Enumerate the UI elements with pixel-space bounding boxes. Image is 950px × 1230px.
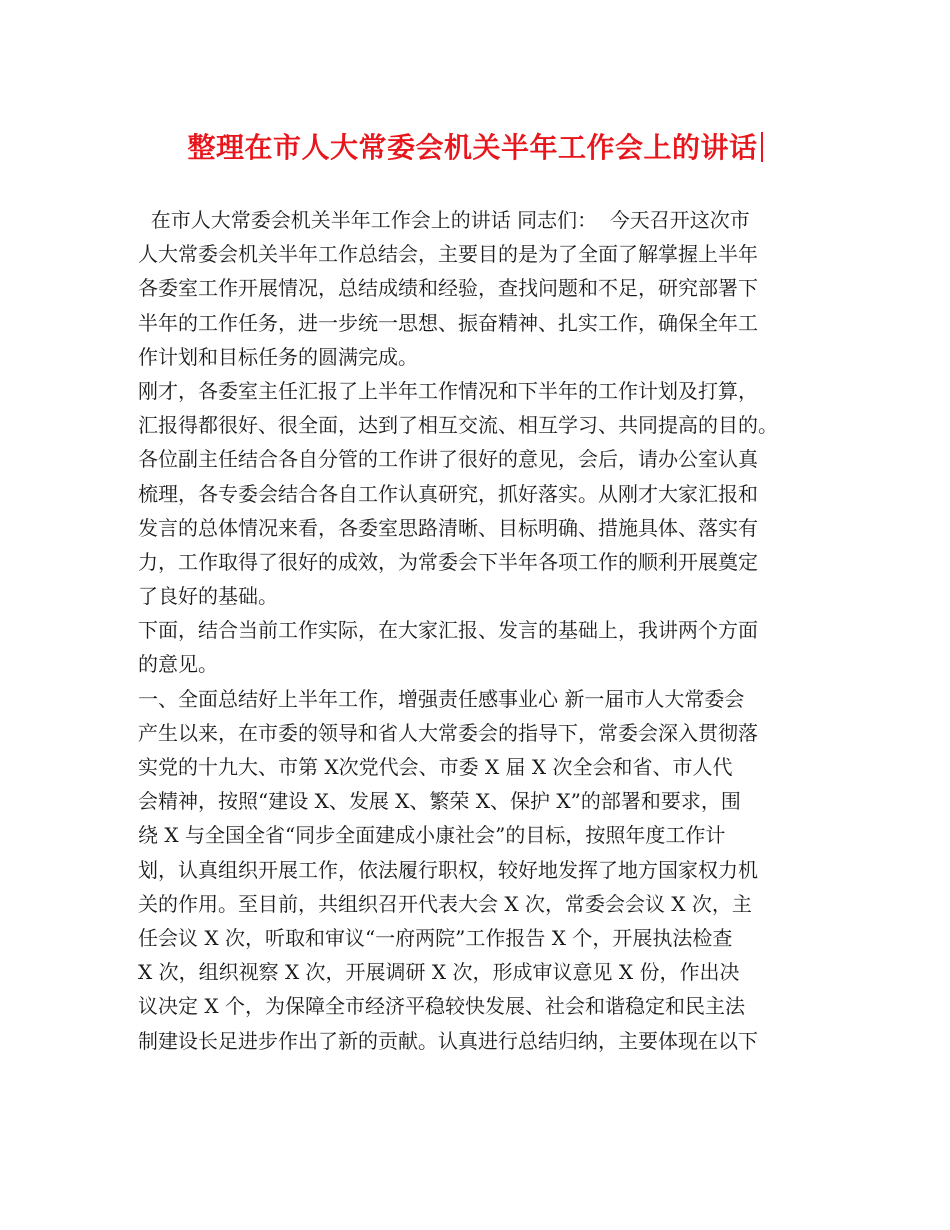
body-line: 关的作用。至目前，共组织召开代表大会 X 次，常委会会议 X 次，主 — [138, 891, 752, 916]
body-line: 制建设长足进步作出了新的贡献。认真进行总结归纳，主要体现在以下 — [138, 1028, 758, 1053]
document-body — [138, 203, 838, 1058]
text-cursor — [761, 132, 763, 162]
body-line: 半年的工作任务，进一步统一思想、振奋精神、扎实工作，确保全年工 — [138, 310, 758, 335]
body-line: 各位副主任结合各自分管的工作讲了很好的意见，会后，请办公室认真 — [138, 447, 758, 472]
title-text: 整理在市人大常委会机关半年工作会上的讲话 — [187, 131, 758, 164]
body-line: 的意见。 — [138, 652, 218, 677]
body-line: 产生以来，在市委的领导和省人大常委会的指导下，常委会深入贯彻落 — [138, 720, 758, 745]
body-line: 任会议 X 次，听取和审议“一府两院”工作报告 X 个，开展执法检查 — [138, 925, 733, 950]
body-line: 下面，结合当前工作实际，在大家汇报、发言的基础上，我讲两个方面 — [138, 618, 758, 643]
body-line: 发言的总体情况来看，各委室思路清晰、目标明确、措施具体、落实有 — [138, 515, 758, 540]
body-line: 议决定 X 个，为保障全市经济平稳较快发展、社会和谐稳定和民主法 — [138, 994, 745, 1019]
body-line: 作计划和目标任务的圆满完成。 — [138, 344, 418, 369]
body-line: 汇报得都很好、很全面，达到了相互交流、相互学习、共同提高的目的。 — [138, 413, 778, 438]
document-title — [0, 128, 950, 168]
body-line: 一、全面总结好上半年工作，增强责任感事业心 新一届市人大常委会 — [138, 686, 745, 711]
body-line: 在市人大常委会机关半年工作会上的讲话 同志们： 今天召开这次市 — [138, 208, 750, 232]
body-line: 了良好的基础。 — [138, 584, 278, 609]
body-line: 绕 X 与全国全省“同步全面建成小康社会”的目标，按照年度工作计 — [138, 823, 726, 848]
body-line: 力，工作取得了很好的成效，为常委会下半年各项工作的顺利开展奠定 — [138, 549, 758, 574]
body-line: 会精神，按照“建设 X、发展 X、繁荣 X、保护 X”的部署和要求，围 — [138, 789, 741, 814]
body-line: 实党的十九大、市第 X次党代会、市委 X 届 X 次全会和省、市人代 — [138, 755, 733, 779]
body-line: 划，认真组织开展工作，依法履行职权，较好地发挥了地方国家权力机 — [138, 857, 758, 882]
body-line: 梳理，各专委会结合各自工作认真研究，抓好落实。从刚才大家汇报和 — [138, 481, 758, 506]
body-line: 刚才，各委室主任汇报了上半年工作情况和下半年的工作计划及打算， — [138, 378, 758, 403]
body-line: X 次，组织视察 X 次，开展调研 X 次，形成审议意见 X 份，作出决 — [138, 960, 740, 985]
body-line: 各委室工作开展情况，总结成绩和经验，查找问题和不足，研究部署下 — [138, 276, 758, 301]
body-line: 人大常委会机关半年工作总结会，主要目的是为了全面了解掌握上半年 — [138, 242, 758, 267]
